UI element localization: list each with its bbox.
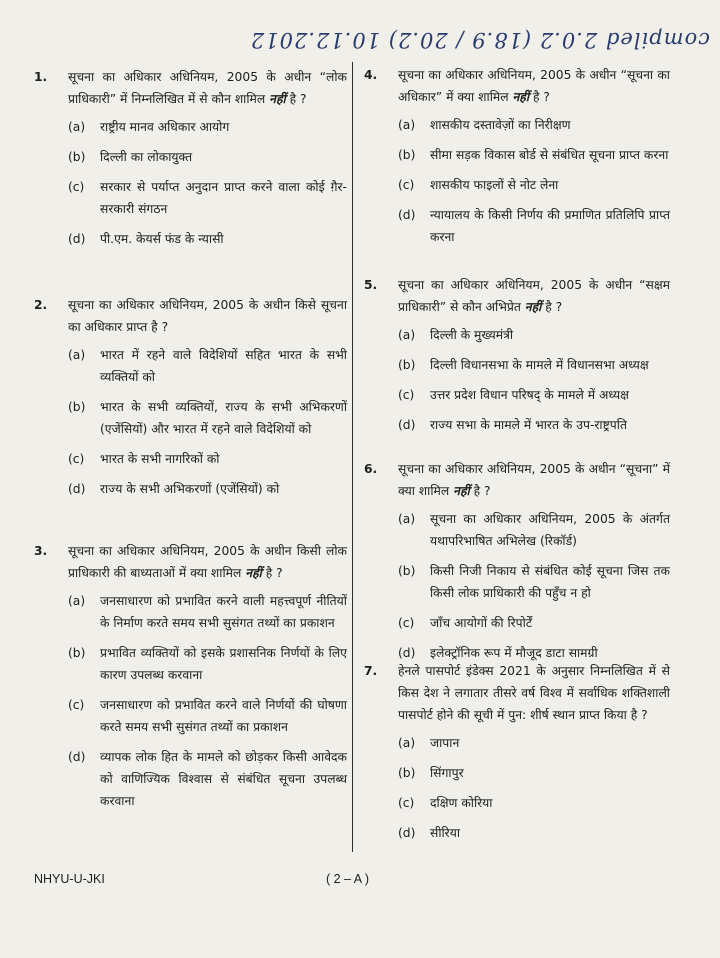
handwritten-note: compiled 2.0.2 (18.9 / 20.2) 10.12.2012 [249,28,710,52]
option-b [68,146,347,168]
question-6 [364,458,670,672]
question-4 [364,64,670,256]
option-c [398,174,670,196]
question-number: 2. [34,298,48,312]
option-label: (c) [398,796,415,810]
option-label: (b) [68,646,86,660]
option-text: दिल्ली के मुख्यमंत्री [430,328,514,342]
option-text: जनसाधारण को प्रभावित करने वाली महत्त्वपूर्ण नीतियों के निर्माण करते समय सभी सुसंगत तथ्यों का प्रकाशन [100,594,347,630]
column-divider [352,62,353,852]
option-text: सीरिया [430,826,461,840]
option-label: (d) [398,646,416,660]
option-label: (c) [68,698,85,712]
option-text: जनसाधारण को प्रभावित करने वाले निर्णयों की घोषणा करते समय सभी सुसंगत तथ्यों का प्रकाशन [100,698,347,734]
option-text: दक्षिण कोरिया [430,796,493,810]
option-a [398,114,670,136]
option-label: (d) [68,232,86,246]
option-label: (a) [68,348,86,362]
option-c [68,694,347,738]
option-label: (c) [398,178,415,192]
option-d [68,228,347,250]
option-text: दिल्ली का लोकायुक्त [100,150,193,164]
option-label: (b) [68,400,86,414]
question-number: 6. [364,462,378,476]
option-c [398,612,670,634]
question-7 [364,660,670,852]
option-label: (c) [398,388,415,402]
option-a [68,116,347,138]
page-number: ( 2 – A ) [326,872,370,886]
question-stem: सूचना का अधिकार अधिनियम, 2005 के अधीन “लोक प्राधिकारी” में निम्नलिखित में से कौन शामिल नहीं है ? [68,70,347,106]
question-stem: सूचना का अधिकार अधिनियम, 2005 के अधीन किसे सूचना का अधिकार प्राप्त है ? [68,298,347,334]
option-label: (d) [68,750,86,764]
option-text: इलेक्ट्रॉनिक रूप में मौजूद डाटा सामग्री [430,646,598,660]
option-text: किसी निजी निकाय से संबंधित कोई सूचना जिस तक किसी लोक प्राधिकारी की पहुँच न हो [430,564,670,600]
question-number: 4. [364,68,378,82]
option-text: राज्य सभा के मामले में भारत के उप-राष्ट्रपति [430,418,627,432]
option-label: (c) [398,616,415,630]
option-label: (d) [398,418,416,432]
option-text: जाँच आयोगों की रिपोर्टें [430,616,533,630]
option-label: (a) [398,118,416,132]
option-b [68,642,347,686]
option-b [68,396,347,440]
option-text: भारत में रहने वाले विदेशियों सहित भारत के सभी व्यक्तियों को [100,348,347,384]
option-text: सिंगापुर [430,766,464,780]
option-label: (d) [68,482,86,496]
option-a [398,508,670,552]
option-label: (b) [68,150,86,164]
option-label: (a) [398,736,416,750]
question-stem: सूचना का अधिकार अधिनियम, 2005 के अधीन “सक्षम प्राधिकारी” से कौन अभिप्रेत नहीं है ? [398,278,670,314]
question-stem: सूचना का अधिकार अधिनियम, 2005 के अधीन किसी लोक प्राधिकारी की बाध्यताओं में क्या शामिल नहीं है ? [68,544,347,580]
option-text: व्यापक लोक हित के मामले को छोड़कर किसी आवेदक को वाणिज्यिक विश्वास से संबंधित सूचना उपलब्ध करवाना [100,750,347,808]
option-label: (a) [398,328,416,342]
option-label: (d) [398,208,416,222]
option-a [398,324,670,346]
option-b [398,762,670,784]
option-c [68,448,347,470]
question-stem: हेनले पासपोर्ट इंडेक्स 2021 के अनुसार निम्नलिखित में से किस देश ने लगातार तीसरे वर्ष विश्व में सर्वाधिक शक्तिशाली पासपोर्ट होने की सूची में पुन: शीर्ष स्थान प्राप्त किया है ? [398,664,670,722]
footer-code: NHYU-U-JKI [34,872,105,886]
option-text: प्रभावित व्यक्तियों को इसके प्रशासनिक निर्णयों के लिए कारण उपलब्ध करवाना [100,646,347,682]
option-label: (a) [68,120,86,134]
option-label: (d) [398,826,416,840]
question-1 [34,66,347,258]
option-c [68,176,347,220]
option-text: भारत के सभी व्यक्तियों, राज्य के सभी अभिकरणों (एजेंसियों) और भारत में रहने वाले विदेशियों को [100,400,347,436]
question-number: 1. [34,70,48,84]
option-d [398,822,670,844]
option-text: जापान [430,736,460,750]
option-label: (a) [68,594,86,608]
option-b [398,144,670,166]
option-c [398,792,670,814]
option-label: (b) [398,564,416,578]
option-text: शासकीय दस्तावेज़ों का निरीक्षण [430,118,571,132]
option-a [68,590,347,634]
option-d [398,414,670,436]
option-text: सूचना का अधिकार अधिनियम, 2005 के अंतर्गत यथापरिभाषित अभिलेख (रिकॉर्ड) [430,512,670,548]
option-label: (c) [68,452,85,466]
option-text: सरकार से पर्याप्त अनुदान प्राप्त करने वाला कोई ग़ैर-सरकारी संगठन [100,180,347,216]
question-number: 3. [34,544,48,558]
option-label: (b) [398,766,416,780]
question-5 [364,274,670,444]
option-text: पी.एम. केयर्स फंड के न्यासी [100,232,224,246]
option-a [398,732,670,754]
question-3 [34,540,347,820]
option-d [68,478,347,500]
option-label: (a) [398,512,416,526]
option-text: सीमा सड़क विकास बोर्ड से संबंधित सूचना प्राप्त करना [430,148,669,162]
option-b [398,560,670,604]
option-text: शासकीय फाइलों से नोट लेना [430,178,559,192]
option-text: दिल्ली विधानसभा के मामले में विधानसभा अध्यक्ष [430,358,649,372]
option-text: न्यायालय के किसी निर्णय की प्रमाणित प्रतिलिपि प्राप्त करना [430,208,670,244]
option-label: (b) [398,358,416,372]
option-text: उत्तर प्रदेश विधान परिषद् के मामले में अध्यक्ष [430,388,629,402]
question-stem: सूचना का अधिकार अधिनियम, 2005 के अधीन “सूचना” में क्या शामिल नहीं है ? [398,462,670,498]
option-text: राष्ट्रीय मानव अधिकार आयोग [100,120,230,134]
option-text: भारत के सभी नागरिकों को [100,452,220,466]
question-number: 7. [364,664,378,678]
question-number: 5. [364,278,378,292]
option-label: (b) [398,148,416,162]
option-c [398,384,670,406]
option-b [398,354,670,376]
question-2 [34,294,347,508]
option-d [68,746,347,812]
option-label: (c) [68,180,85,194]
option-d [398,204,670,248]
option-text: राज्य के सभी अभिकरणों (एजेंसियों) को [100,482,280,496]
option-a [68,344,347,388]
question-stem: सूचना का अधिकार अधिनियम, 2005 के अधीन “सूचना का अधिकार” में क्या शामिल नहीं है ? [398,68,670,104]
